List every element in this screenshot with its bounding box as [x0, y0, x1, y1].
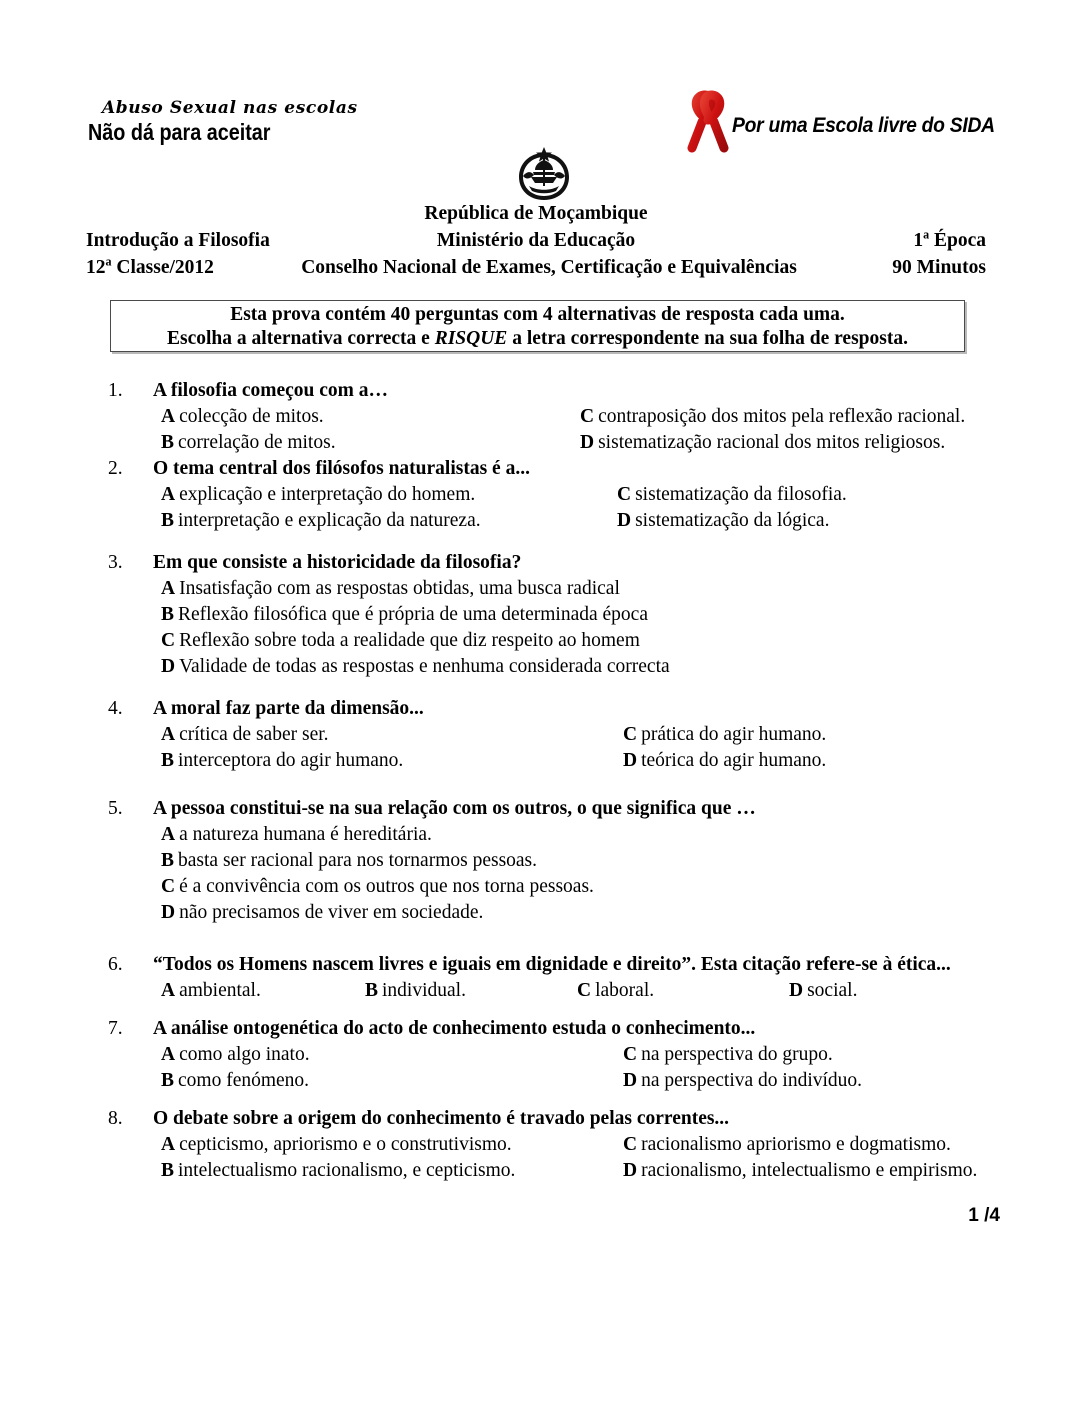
option-row: [153, 1158, 998, 1184]
option-b[interactable]: [153, 848, 998, 874]
option-letter: A: [161, 1044, 176, 1065]
option-text: Reflexão filosófica que é própria de uma determinada época: [178, 604, 648, 625]
option-text: correlação de mitos.: [178, 432, 336, 453]
option-d[interactable]: [623, 748, 826, 774]
option-text: colecção de mitos.: [179, 406, 324, 427]
question-header: [108, 456, 998, 482]
option-row: [153, 508, 998, 534]
option-letter: C: [623, 1044, 638, 1065]
option-text: a natureza humana é hereditária.: [179, 824, 432, 845]
question-header: [108, 952, 998, 978]
option-letter: A: [161, 824, 176, 845]
question-text: A filosofia começou com a…: [153, 380, 389, 401]
question-text: “Todos os Homens nascem livres e iguais em dignidade e direito”. Esta citação refere-se à ética...: [153, 954, 951, 975]
question-item: [108, 456, 998, 534]
option-row: [153, 1068, 998, 1094]
question-number: 6.: [108, 954, 123, 975]
option-letter: C: [623, 724, 638, 745]
option-letter: C: [623, 1134, 638, 1155]
option-list: [108, 576, 998, 680]
option-d[interactable]: [153, 654, 998, 680]
option-c[interactable]: [623, 722, 826, 748]
option-d[interactable]: [580, 430, 945, 456]
option-row: [153, 430, 998, 456]
question-text: O tema central dos filósofos naturalistas é a...: [153, 458, 530, 479]
option-a[interactable]: [161, 1132, 512, 1158]
question-text: A moral faz parte da dimensão...: [153, 698, 424, 719]
option-letter: B: [161, 1160, 175, 1181]
option-row: [153, 654, 998, 680]
option-d[interactable]: [153, 900, 998, 926]
question-text: Em que consiste a historicidade da filosofia?: [153, 552, 522, 573]
option-c[interactable]: [580, 404, 965, 430]
option-c[interactable]: [153, 874, 998, 900]
option-letter: D: [789, 980, 804, 1001]
option-b[interactable]: [365, 978, 466, 1004]
instruction-line-2-after: a letra correspondente na sua folha de resposta.: [507, 328, 908, 349]
campaign-banner-left-line1: Abuso Sexual nas escolas: [102, 98, 358, 118]
campaign-banner-left: [88, 98, 508, 145]
question-spacer: [108, 1004, 998, 1016]
option-letter: D: [623, 1070, 638, 1091]
epoch-label: 1$^a$ Época: [913, 227, 986, 251]
option-b[interactable]: [161, 430, 336, 456]
option-letter: C: [161, 630, 176, 651]
option-text: explicação e interpretação do homem.: [179, 484, 476, 505]
question-number: 2.: [108, 458, 123, 479]
question-item: [108, 952, 998, 1004]
option-list: [108, 1042, 998, 1094]
question-item: [108, 550, 998, 680]
grade-year-label: 12$^a$ Classe/2012: [86, 254, 214, 278]
question-item: [108, 696, 998, 774]
option-text: interpretação e explicação da natureza.: [178, 510, 481, 531]
option-b[interactable]: [161, 1068, 309, 1094]
campaign-banner-right-label: Por uma Escola livre do SIDA: [732, 114, 995, 137]
option-row: [153, 822, 998, 848]
option-row: [153, 404, 998, 430]
question-item: [108, 796, 998, 926]
instruction-line-1: Esta prova contém 40 perguntas com 4 alternativas de resposta cada uma.: [230, 304, 845, 325]
question-spacer: [108, 774, 998, 796]
mozambique-coat-of-arms-icon: [513, 146, 575, 202]
option-row: [153, 900, 998, 926]
subject-label: Introdução a Filosofia: [86, 230, 270, 251]
option-letter: C: [617, 484, 632, 505]
option-row: [153, 874, 998, 900]
option-a[interactable]: [161, 482, 475, 508]
option-text: não precisamos de viver em sociedade.: [179, 902, 484, 923]
option-letter: B: [365, 980, 379, 1001]
option-b[interactable]: [161, 1158, 515, 1184]
option-b[interactable]: [161, 748, 403, 774]
option-text: como fenómeno.: [178, 1070, 310, 1091]
option-letter: B: [161, 604, 175, 625]
question-header: [108, 796, 998, 822]
option-letter: B: [161, 850, 175, 871]
option-text: contraposição dos mitos pela reflexão racional.: [598, 406, 966, 427]
question-item: [108, 378, 998, 456]
question-header: [108, 378, 998, 404]
question-text: A análise ontogenética do acto de conhecimento estuda o conhecimento...: [153, 1018, 756, 1039]
question-item: [108, 1016, 998, 1094]
option-text: na perspectiva do indivíduo.: [641, 1070, 863, 1091]
option-text: sistematização da filosofia.: [635, 484, 847, 505]
option-text: laboral.: [595, 980, 655, 1001]
option-c[interactable]: [623, 1132, 951, 1158]
instruction-line-2-before: Escolha a alternativa correcta e: [167, 328, 435, 349]
option-row: [153, 628, 998, 654]
question-header: [108, 1016, 998, 1042]
campaign-banner-right: [672, 86, 1002, 158]
option-text: ambiental.: [179, 980, 261, 1001]
option-b[interactable]: [161, 508, 481, 534]
option-text: cepticismo, apriorismo e o construtivismo.: [179, 1134, 512, 1155]
question-number: 3.: [108, 552, 123, 573]
option-letter: D: [623, 1160, 638, 1181]
option-text: social.: [807, 980, 858, 1001]
option-row: [153, 722, 998, 748]
question-spacer: [108, 926, 998, 952]
exam-header: [86, 201, 986, 281]
header-row-2: [86, 254, 986, 281]
instruction-line-2: [111, 327, 964, 351]
option-letter: B: [161, 750, 175, 771]
option-text: Insatisfação com as respostas obtidas, uma busca radical: [179, 578, 620, 599]
question-spacer: [108, 1094, 998, 1106]
instruction-emphasis: RISQUE: [434, 328, 508, 349]
option-letter: A: [161, 724, 176, 745]
question-header: [108, 550, 998, 576]
option-letter: B: [161, 510, 175, 531]
option-letter: C: [161, 876, 176, 897]
country-title: República de Moçambique: [424, 203, 648, 224]
instruction-box: [110, 300, 965, 352]
option-text: interceptora do agir humano.: [178, 750, 404, 771]
option-letter: A: [161, 980, 176, 1001]
option-text: intelectualismo racionalismo, e cepticismo.: [178, 1160, 516, 1181]
option-row: [153, 748, 998, 774]
header-row-1: [86, 227, 986, 254]
question-number: 8.: [108, 1108, 123, 1129]
option-text: teórica do agir humano.: [641, 750, 827, 771]
option-letter: D: [623, 750, 638, 771]
council-label: Conselho Nacional de Exames, Certificação e Equivalências: [301, 257, 797, 278]
question-spacer: [108, 534, 998, 550]
option-text: Validade de todas as respostas e nenhuma considerada correcta: [179, 656, 670, 677]
option-text: basta ser racional para nos tornarmos pessoas.: [178, 850, 538, 871]
option-c[interactable]: [623, 1042, 833, 1068]
option-d[interactable]: [623, 1068, 862, 1094]
campaign-banner-left-line2: Não dá para aceitar: [88, 119, 271, 145]
option-d[interactable]: [789, 978, 857, 1004]
option-text: racionalismo, intelectualismo e empirismo.: [641, 1160, 978, 1181]
option-text: sistematização da lógica.: [635, 510, 830, 531]
option-text: racionalismo apriorismo e dogmatismo.: [641, 1134, 951, 1155]
option-list: [108, 722, 998, 774]
duration-label: 90 Minutos: [892, 257, 986, 278]
option-list: [108, 404, 998, 456]
option-letter: A: [161, 1134, 176, 1155]
option-a[interactable]: [161, 1042, 310, 1068]
option-text: é a convivência com os outros que nos torna pessoas.: [179, 876, 594, 897]
option-c[interactable]: [577, 978, 654, 1004]
question-number: 1.: [108, 380, 123, 401]
question-number: 5.: [108, 798, 123, 819]
option-text: como algo inato.: [179, 1044, 310, 1065]
option-d[interactable]: [623, 1158, 977, 1184]
page-number: 1 /4: [968, 1205, 1000, 1226]
option-letter: C: [580, 406, 595, 427]
option-a[interactable]: [153, 822, 998, 848]
option-row: [153, 482, 998, 508]
option-b[interactable]: [153, 602, 998, 628]
option-letter: C: [577, 980, 592, 1001]
option-row: [153, 1132, 998, 1158]
question-number: 7.: [108, 1018, 123, 1039]
option-list: [108, 482, 998, 534]
ministry-label: Ministério da Educação: [436, 230, 636, 251]
option-a[interactable]: [153, 576, 998, 602]
option-row: [153, 1042, 998, 1068]
option-letter: B: [161, 1070, 175, 1091]
option-text: crítica de saber ser.: [179, 724, 329, 745]
option-list: [108, 978, 998, 1004]
question-header: [108, 1106, 998, 1132]
option-text: prática do agir humano.: [641, 724, 827, 745]
option-letter: D: [617, 510, 632, 531]
option-letter: D: [161, 656, 176, 677]
option-row: [153, 602, 998, 628]
option-row: [153, 576, 998, 602]
option-c[interactable]: [153, 628, 998, 654]
option-row: [153, 848, 998, 874]
option-letter: A: [161, 484, 176, 505]
option-c[interactable]: [617, 482, 847, 508]
option-text: Reflexão sobre toda a realidade que diz respeito ao homem: [179, 630, 640, 651]
option-letter: D: [580, 432, 595, 453]
question-spacer: [108, 680, 998, 696]
question-header: [108, 696, 998, 722]
option-list: [108, 1132, 998, 1184]
option-text: individual.: [382, 980, 466, 1001]
option-letter: B: [161, 432, 175, 453]
option-letter: A: [161, 406, 176, 427]
option-a[interactable]: [161, 404, 324, 430]
question-item: [108, 1106, 998, 1184]
question-list: [108, 378, 998, 1184]
option-letter: D: [161, 902, 176, 923]
question-text: O debate sobre a origem do conhecimento é travado pelas correntes...: [153, 1108, 730, 1129]
question-number: 4.: [108, 698, 123, 719]
option-row: [153, 978, 998, 1004]
question-text: A pessoa constitui-se na sua relação com os outros, o que significa que …: [153, 798, 756, 819]
option-text: sistematização racional dos mitos religiosos.: [598, 432, 946, 453]
option-text: na perspectiva do grupo.: [641, 1044, 833, 1065]
option-a[interactable]: [161, 978, 261, 1004]
option-letter: A: [161, 578, 176, 599]
option-list: [108, 822, 998, 926]
option-a[interactable]: [161, 722, 329, 748]
option-d[interactable]: [617, 508, 829, 534]
